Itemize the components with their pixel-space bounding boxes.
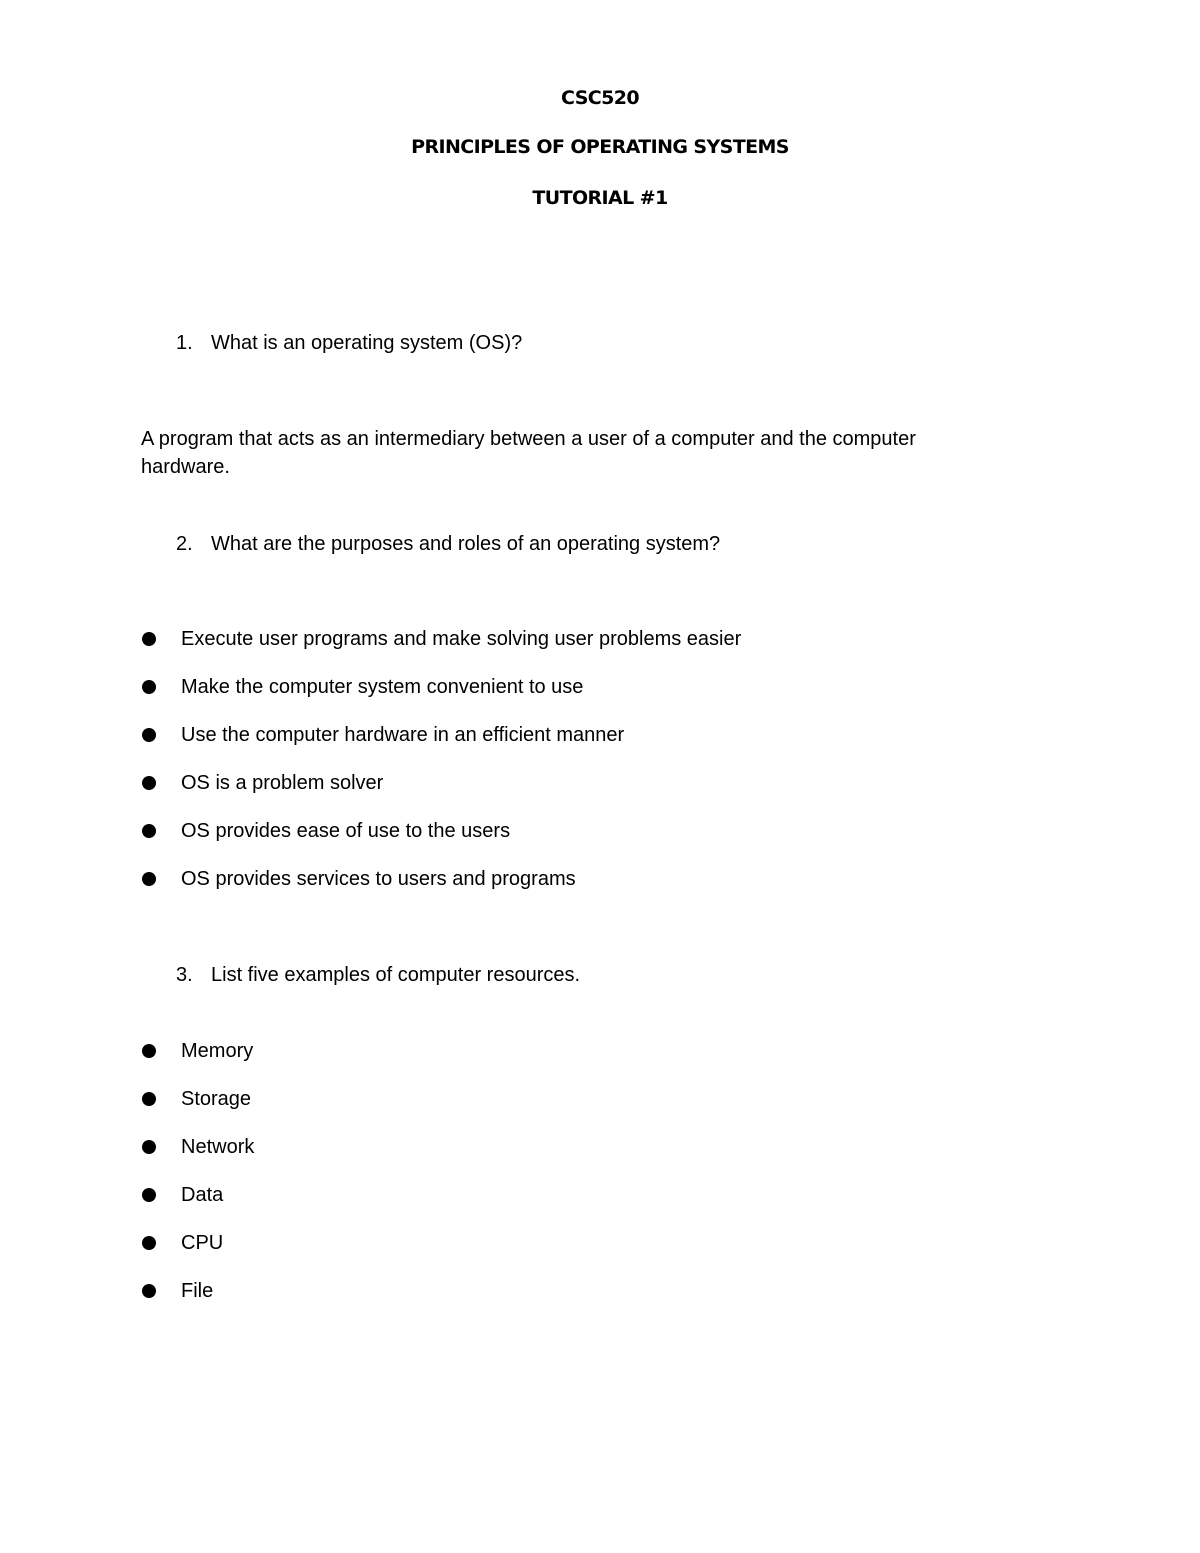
- question-text: What are the purposes and roles of an operating system?: [211, 533, 721, 555]
- bullet-icon: [142, 776, 156, 790]
- bullet-icon: [142, 1044, 156, 1058]
- question-number: 3.: [176, 964, 193, 986]
- bullet-icon: [142, 728, 156, 742]
- list-item-text: Memory: [181, 1040, 254, 1062]
- list-item-text: Make the computer system convenient to use: [181, 676, 584, 698]
- question-3: [176, 962, 580, 988]
- question-text: List five examples of computer resources.: [211, 964, 581, 986]
- question-number: 2.: [176, 533, 193, 555]
- bullet-icon: [142, 1188, 156, 1202]
- bullet-icon: [142, 1092, 156, 1106]
- list-item-text: OS is a problem solver: [181, 772, 384, 794]
- answer-1: A program that acts as an intermediary between a user of a computer and the computer hardware.: [141, 428, 916, 478]
- list-item-text: Data: [181, 1184, 224, 1206]
- tutorial-number: TUTORIAL #1: [532, 187, 668, 209]
- question-number: 1.: [176, 332, 193, 354]
- list-item-text: Storage: [181, 1088, 252, 1110]
- bullet-icon: [142, 1140, 156, 1154]
- list-item-text: Network: [181, 1136, 255, 1158]
- bullet-icon: [142, 1236, 156, 1250]
- list-item-text: Execute user programs and make solving user problems easier: [181, 628, 742, 650]
- list-item-text: CPU: [181, 1232, 224, 1254]
- bullet-icon: [142, 680, 156, 694]
- question-2: [176, 531, 720, 557]
- list-item-text: Use the computer hardware in an efficient manner: [181, 724, 625, 746]
- bullet-icon: [142, 824, 156, 838]
- question-1: [176, 330, 522, 356]
- list-item-text: OS provides ease of use to the users: [181, 820, 511, 842]
- course-title: PRINCIPLES OF OPERATING SYSTEMS: [411, 136, 789, 158]
- course-code: CSC520: [561, 87, 639, 109]
- bullet-icon: [142, 632, 156, 646]
- bullet-icon: [142, 872, 156, 886]
- list-item-text: OS provides services to users and programs: [181, 868, 576, 890]
- question-text: What is an operating system (OS)?: [211, 332, 523, 354]
- list-item-text: File: [181, 1280, 214, 1302]
- bullet-icon: [142, 1284, 156, 1298]
